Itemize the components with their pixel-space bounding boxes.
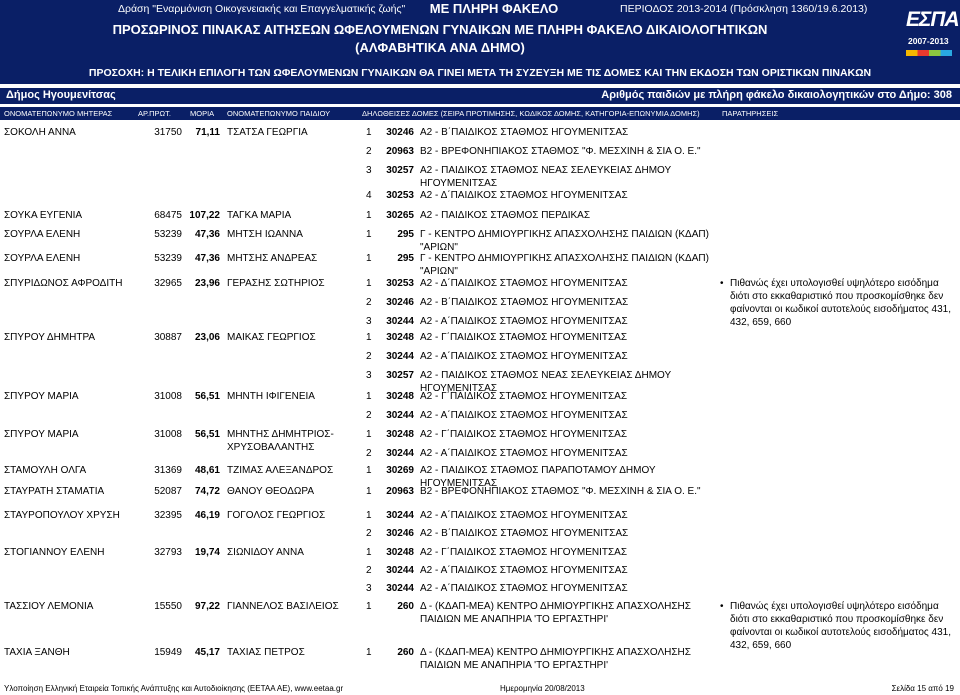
- mother-name: ΣΟΥΚΑ ΕΥΓΕΝΙΑ: [4, 210, 83, 221]
- structure-code: 30253: [386, 190, 414, 201]
- score: 47,36: [194, 229, 220, 240]
- espa-logo-years: 2007-2013: [908, 36, 949, 46]
- structure-name: Γ - ΚΕΝΤΡΟ ΔΗΜΙΟΥΡΓΙΚΗΣ ΑΠΑΣΧΟΛΗΣΗΣ ΠΑΙΔΙΩΝ (ΚΔΑΠ) "ΑΡΙΩΝ": [420, 229, 709, 253]
- remarks: [720, 600, 956, 652]
- child-name: ΤΑΓΚΑ ΜΑΡΙΑ: [227, 210, 292, 221]
- structure-name: Α2 - Δ΄ΠΑΙΔΙΚΟΣ ΣΤΑΘΜΟΣ ΗΓΟΥΜΕΝΙΤΣΑΣ: [420, 190, 628, 201]
- score: 71,11: [195, 127, 220, 138]
- structure-code: 30244: [386, 448, 414, 459]
- mother-name: ΣΟΚΟΛΗ ΑΝΝΑ: [4, 127, 76, 138]
- protocol-number: 53239: [154, 229, 182, 240]
- structure-name: Β2 - ΒΡΕΦΟΝΗΠΙΑΚΟΣ ΣΤΑΘΜΟΣ "Φ. ΜΕΣΧΙΝΗ & ΣΙΑ Ο. Ε.": [420, 486, 701, 497]
- score: 56,51: [194, 429, 220, 440]
- structure-code: 30248: [386, 547, 414, 558]
- child-name: ΤΑΧΙΑΣ ΠΕΤΡΟΣ: [227, 647, 305, 658]
- structure-code: 260: [397, 601, 414, 612]
- protocol-number: 30887: [154, 332, 182, 343]
- warning-notice: ΠΡΟΣΟΧΗ: Η ΤΕΛΙΚΗ ΕΠΙΛΟΓΗ ΤΩΝ ΩΦΕΛΟΥΜΕΝΩΝ ΓΥΝΑΙΚΩΝ ΘΑ ΓΙΝΕΙ ΜΕΤΑ ΤΗ ΣΥΖΕΥΞΗ ΜΕ ΤΙΣ ΔΟΜΕΣ ΚΑΙ ΤΗΝ ΕΚΔΟΣΗ ΤΩΝ ΟΡΙΣΤΙΚΩΝ ΠΙΝΑΚΩΝ: [88, 67, 872, 79]
- col-score: ΜΟΡΙΑ: [190, 109, 215, 118]
- structure-code: 30248: [386, 429, 414, 440]
- structure-name: Α2 - Β΄ΠΑΙΔΙΚΟΣ ΣΤΑΘΜΟΣ ΗΓΟΥΜΕΝΙΤΣΑΣ: [420, 528, 629, 539]
- preference-order: 3: [366, 583, 372, 594]
- preference-order: 1: [366, 465, 372, 476]
- protocol-number: 31750: [154, 127, 182, 138]
- mother-name: ΣΟΥΡΛΑ ΕΛΕΝΗ: [4, 229, 81, 240]
- bullet-icon: •: [720, 278, 724, 289]
- score: 23,06: [194, 332, 220, 343]
- structure-code: 295: [397, 253, 414, 264]
- column-header: [0, 107, 960, 120]
- protocol-number: 68475: [154, 210, 182, 221]
- municipality-name: Δήμος Ηγουμενίτσας: [6, 89, 116, 101]
- protocol-number: 31369: [154, 465, 182, 476]
- preference-order: 2: [366, 448, 372, 459]
- remarks: [720, 277, 956, 329]
- structure-name: Α2 - Α΄ΠΑΙΔΙΚΟΣ ΣΤΑΘΜΟΣ ΗΓΟΥΜΕΝΙΤΣΑΣ: [420, 510, 628, 521]
- structure-code: 30257: [386, 165, 414, 176]
- child-name: ΘΑΝΟΥ ΘΕΟΔΩΡΑ: [227, 486, 314, 497]
- child-name: ΜΗΤΣΗΣ ΑΝΔΡΕΑΣ: [227, 253, 318, 264]
- mother-name: ΣΟΥΡΛΑ ΕΛΕΝΗ: [4, 253, 81, 264]
- structure-name: Α2 - Α΄ΠΑΙΔΙΚΟΣ ΣΤΑΘΜΟΣ ΗΓΟΥΜΕΝΙΤΣΑΣ: [420, 565, 628, 576]
- structure-code: 30269: [386, 465, 414, 476]
- protocol-number: 15949: [154, 647, 182, 658]
- col-notes: ΠΑΡΑΤΗΡΗΣΕΙΣ: [722, 109, 779, 118]
- structure-name: Α2 - Α΄ΠΑΙΔΙΚΟΣ ΣΤΑΘΜΟΣ ΗΓΟΥΜΕΝΙΤΣΑΣ: [420, 316, 628, 327]
- structure-code: 30244: [386, 351, 414, 362]
- col-structures: ΔΗΛΩΘΕΙΣΕΣ ΔΟΜΕΣ (ΣΕΙΡΑ ΠΡΟΤΙΜΗΣΗΣ, ΚΩΔΙΚΟΣ ΔΟΜΗΣ, ΚΑΤΗΓΟΡΙΑ-ΕΠΩΝΥΜΙΑ ΔΟΜΗΣ): [362, 109, 700, 118]
- remarks-text: Πιθανώς έχει υπολογισθεί υψηλότερο εισόδημα διότι στο εκκαθαριστικό που προσκομίσθηκε δεν φαίνονται οι κωδικοί αυτοτελούς εισοδήματος 431, 432, 659, 660: [730, 278, 951, 328]
- footer-date: Ημερομηνία 20/08/2013: [500, 684, 585, 693]
- mother-name: ΤΑΣΣΙΟΥ ΛΕΜΟΝΙΑ: [4, 601, 94, 612]
- mother-name: ΣΤΑΥΡΟΠΟΥΛΟΥ ΧΡΥΣΗ: [4, 510, 120, 521]
- mother-name: ΤΑΧΙΑ ΞΑΝΘΗ: [4, 647, 70, 658]
- preference-order: 1: [366, 486, 372, 497]
- structure-name: Α2 - Γ΄ΠΑΙΔΙΚΟΣ ΣΤΑΘΜΟΣ ΗΓΟΥΜΕΝΙΤΣΑΣ: [420, 547, 628, 558]
- preference-order: 1: [366, 332, 372, 343]
- child-name: ΣΙΩΝΙΔΟΥ ΑΝΝΑ: [227, 547, 304, 558]
- preference-order: 4: [366, 190, 372, 201]
- structure-name: Α2 - Γ΄ΠΑΙΔΙΚΟΣ ΣΤΑΘΜΟΣ ΗΓΟΥΜΕΝΙΤΣΑΣ: [420, 429, 628, 440]
- structure-name: Α2 - ΠΑΙΔΙΚΟΣ ΣΤΑΘΜΟΣ ΝΕΑΣ ΣΕΛΕΥΚΕΙΑΣ ΔΗΜΟΥ ΗΓΟΥΜΕΝΙΤΣΑΣ: [420, 165, 671, 189]
- page-header: [0, 0, 960, 84]
- document-subtitle: (ΑΛΦΑΒΗΤΙΚΑ ΑΝΑ ΔΗΜΟ): [355, 40, 525, 55]
- preference-order: 2: [366, 297, 372, 308]
- child-name: ΜΗΤΣΗ ΙΩΑΝΝΑ: [227, 229, 303, 240]
- protocol-number: 15550: [154, 601, 182, 612]
- applications-table: [0, 126, 960, 681]
- preference-order: 2: [366, 528, 372, 539]
- protocol-number: 53239: [154, 253, 182, 264]
- score: 97,22: [194, 601, 220, 612]
- protocol-number: 32395: [154, 510, 182, 521]
- program-title: Δράση "Εναρμόνιση Οικογενειακής και Επαγγελματικής ζωής": [118, 3, 406, 15]
- structure-code: 30244: [386, 316, 414, 327]
- mother-name: ΣΠΥΡΟΥ ΜΑΡΙΑ: [4, 391, 79, 402]
- child-name: ΤΣΑΤΣΑ ΓΕΩΡΓΙΑ: [227, 127, 308, 138]
- col-mother: ΟΝΟΜΑΤΕΠΩΝΥΜΟ ΜΗΤΕΡΑΣ: [4, 109, 113, 118]
- protocol-number: 31008: [154, 429, 182, 440]
- structure-code: 30248: [386, 332, 414, 343]
- footer-page: Σελίδα 15 από 19: [891, 684, 954, 693]
- score: 45,17: [194, 647, 220, 658]
- score: 48,61: [194, 465, 220, 476]
- structure-code: 30257: [386, 370, 414, 381]
- score: 19,74: [194, 547, 220, 558]
- structure-code: 295: [397, 229, 414, 240]
- preference-order: 1: [366, 601, 372, 612]
- child-name: ΜΗΝΤΗΣ ΔΗΜΗΤΡΙΟΣ-ΧΡΥΣΟΒΑΛΑΝΤΗΣ: [227, 429, 334, 453]
- score: 56,51: [194, 391, 220, 402]
- child-name: ΓΟΓΟΛΟΣ ΓΕΩΡΓΙΟΣ: [227, 510, 326, 521]
- structure-name: Α2 - Γ΄ΠΑΙΔΙΚΟΣ ΣΤΑΘΜΟΣ ΗΓΟΥΜΕΝΙΤΣΑΣ: [420, 391, 628, 402]
- mother-name: ΣΤΑΜΟΥΛΗ ΟΛΓΑ: [4, 465, 87, 476]
- structure-name: Α2 - Α΄ΠΑΙΔΙΚΟΣ ΣΤΑΘΜΟΣ ΗΓΟΥΜΕΝΙΤΣΑΣ: [420, 351, 628, 362]
- child-name: ΓΙΑΝΝΕΛΟΣ ΒΑΣΙΛΕΙΟΣ: [227, 601, 339, 612]
- mother-name: ΣΤΟΓΙΑΝΝΟΥ ΕΛΕΝΗ: [4, 547, 105, 558]
- children-count: Αριθμός παιδιών με πλήρη φάκελο δικαιολογητικών στο Δήμο: 308: [601, 89, 952, 101]
- structure-code: 30246: [386, 127, 414, 138]
- preference-order: 2: [366, 351, 372, 362]
- file-status: ΜΕ ΠΛΗΡΗ ΦΑΚΕΛΟ: [429, 1, 559, 16]
- score: 46,19: [194, 510, 220, 521]
- preference-order: 1: [366, 391, 372, 402]
- score: 47,36: [194, 253, 220, 264]
- preference-order: 1: [366, 253, 372, 264]
- mother-name: ΣΠΥΡΟΥ ΜΑΡΙΑ: [4, 429, 79, 440]
- espa-logo: [902, 6, 959, 62]
- score: 107,22: [189, 210, 220, 221]
- child-name: ΤΖΙΜΑΣ ΑΛΕΞΑΝΔΡΟΣ: [227, 465, 334, 476]
- structure-name: Α2 - ΠΑΙΔΙΚΟΣ ΣΤΑΘΜΟΣ ΝΕΑΣ ΣΕΛΕΥΚΕΙΑΣ ΔΗΜΟΥ ΗΓΟΥΜΕΝΙΤΣΑΣ: [420, 370, 671, 394]
- preference-order: 1: [366, 210, 372, 221]
- espa-logo-stripe: [906, 50, 952, 56]
- footer-credit: Υλοποίηση Ελληνική Εταιρεία Τοπικής Ανάπτυξης και Αυτοδιοίκησης (ΕΕΤΑΑ ΑΕ), www.eetaa.gr: [4, 684, 344, 693]
- protocol-number: 52087: [154, 486, 182, 497]
- structure-name: Α2 - Α΄ΠΑΙΔΙΚΟΣ ΣΤΑΘΜΟΣ ΗΓΟΥΜΕΝΙΤΣΑΣ: [420, 410, 628, 421]
- preference-order: 3: [366, 165, 372, 176]
- remarks-text: Πιθανώς έχει υπολογισθεί υψηλότερο εισόδημα διότι στο εκκαθαριστικό που προσκομίσθηκε δεν φαίνονται οι κωδικοί αυτοτελούς εισοδήματος 431, 432, 659, 660: [730, 601, 951, 651]
- preference-order: 3: [366, 316, 372, 327]
- mother-name: ΣΤΑΥΡΑΤΗ ΣΤΑΜΑΤΙΑ: [4, 486, 105, 497]
- preference-order: 1: [366, 510, 372, 521]
- structure-name: Α2 - Β΄ΠΑΙΔΙΚΟΣ ΣΤΑΘΜΟΣ ΗΓΟΥΜΕΝΙΤΣΑΣ: [420, 127, 629, 138]
- structure-name: Δ - (ΚΔΑΠ-ΜΕΑ) ΚΕΝΤΡΟ ΔΗΜΙΟΥΡΓΙΚΗΣ ΑΠΑΣΧΟΛΗΣΗΣ ΠΑΙΔΙΩΝ ΜΕ ΑΝΑΠΗΡΙΑ 'ΤΟ ΕΡΓΑΣΤΗΡΙ': [420, 647, 691, 671]
- structure-code: 30244: [386, 410, 414, 421]
- structure-code: 30244: [386, 583, 414, 594]
- child-name: ΜΗΝΤΗ ΙΦΙΓΕΝΕΙΑ: [227, 391, 315, 402]
- preference-order: 2: [366, 565, 372, 576]
- structure-code: 20963: [386, 486, 414, 497]
- structure-name: Γ - ΚΕΝΤΡΟ ΔΗΜΙΟΥΡΓΙΚΗΣ ΑΠΑΣΧΟΛΗΣΗΣ ΠΑΙΔΙΩΝ (ΚΔΑΠ) "ΑΡΙΩΝ": [420, 253, 709, 277]
- protocol-number: 32965: [154, 278, 182, 289]
- child-name: ΜΑΙΚΑΣ ΓΕΩΡΓΙΟΣ: [227, 332, 316, 343]
- espa-logo-text: ΕΣΠΑ: [906, 8, 959, 31]
- page-footer: [0, 682, 960, 695]
- structure-code: 260: [397, 647, 414, 658]
- col-child: ΟΝΟΜΑΤΕΠΩΝΥΜΟ ΠΑΙΔΙΟΥ: [227, 109, 331, 118]
- structure-code: 30248: [386, 391, 414, 402]
- document-title: ΠΡΟΣΩΡΙΝΟΣ ΠΙΝΑΚΑΣ ΑΙΤΗΣΕΩΝ ΩΦΕΛΟΥΜΕΝΩΝ ΓΥΝΑΙΚΩΝ ΜΕ ΠΛΗΡΗ ΦΑΚΕΛΟ ΔΙΚΑΙΟΛΟΓΗΤΙΚΩΝ: [112, 22, 768, 37]
- structure-name: Α2 - Α΄ΠΑΙΔΙΚΟΣ ΣΤΑΘΜΟΣ ΗΓΟΥΜΕΝΙΤΣΑΣ: [420, 583, 628, 594]
- structure-name: Α2 - ΠΑΙΔΙΚΟΣ ΣΤΑΘΜΟΣ ΠΑΡΑΠΟΤΑΜΟΥ ΔΗΜΟΥ ΗΓΟΥΜΕΝΙΤΣΑΣ: [420, 465, 656, 489]
- structure-code: 30253: [386, 278, 414, 289]
- mother-name: ΣΠΥΡΙΔΩΝΟΣ ΑΦΡΟΔΙΤΗ: [4, 278, 123, 289]
- structure-code: 30265: [386, 210, 414, 221]
- preference-order: 3: [366, 370, 372, 381]
- structure-name: Δ - (ΚΔΑΠ-ΜΕΑ) ΚΕΝΤΡΟ ΔΗΜΙΟΥΡΓΙΚΗΣ ΑΠΑΣΧΟΛΗΣΗΣ ΠΑΙΔΙΩΝ ΜΕ ΑΝΑΠΗΡΙΑ 'ΤΟ ΕΡΓΑΣΤΗΡΙ': [420, 601, 691, 625]
- structure-code: 20963: [386, 146, 414, 157]
- col-prot: ΑΡ.ΠΡΩΤ.: [138, 109, 171, 118]
- structure-name: Β2 - ΒΡΕΦΟΝΗΠΙΑΚΟΣ ΣΤΑΘΜΟΣ "Φ. ΜΕΣΧΙΝΗ & ΣΙΑ Ο. Ε.": [420, 146, 701, 157]
- preference-order: 1: [366, 429, 372, 440]
- structure-code: 30246: [386, 528, 414, 539]
- score: 74,72: [194, 486, 220, 497]
- preference-order: 2: [366, 146, 372, 157]
- preference-order: 1: [366, 229, 372, 240]
- structure-code: 30244: [386, 565, 414, 576]
- bullet-icon: •: [720, 601, 724, 612]
- period-info: ΠΕΡΙΟΔΟΣ 2013-2014 (Πρόσκληση 1360/19.6.2013): [620, 3, 868, 15]
- protocol-number: 31008: [154, 391, 182, 402]
- structure-name: Α2 - Α΄ΠΑΙΔΙΚΟΣ ΣΤΑΘΜΟΣ ΗΓΟΥΜΕΝΙΤΣΑΣ: [420, 448, 628, 459]
- score: 23,96: [194, 278, 220, 289]
- child-name: ΓΕΡΑΣΗΣ ΣΩΤΗΡΙΟΣ: [227, 278, 325, 289]
- preference-order: 1: [366, 647, 372, 658]
- structure-code: 30246: [386, 297, 414, 308]
- structure-code: 30244: [386, 510, 414, 521]
- protocol-number: 32793: [154, 547, 182, 558]
- preference-order: 1: [366, 127, 372, 138]
- structure-name: Α2 - Γ΄ΠΑΙΔΙΚΟΣ ΣΤΑΘΜΟΣ ΗΓΟΥΜΕΝΙΤΣΑΣ: [420, 332, 628, 343]
- municipality-bar: [0, 88, 960, 104]
- structure-name: Α2 - Β΄ΠΑΙΔΙΚΟΣ ΣΤΑΘΜΟΣ ΗΓΟΥΜΕΝΙΤΣΑΣ: [420, 297, 629, 308]
- structure-name: Α2 - ΠΑΙΔΙΚΟΣ ΣΤΑΘΜΟΣ ΠΕΡΔΙΚΑΣ: [420, 210, 590, 221]
- preference-order: 1: [366, 278, 372, 289]
- preference-order: 1: [366, 547, 372, 558]
- preference-order: 2: [366, 410, 372, 421]
- structure-name: Α2 - Δ΄ΠΑΙΔΙΚΟΣ ΣΤΑΘΜΟΣ ΗΓΟΥΜΕΝΙΤΣΑΣ: [420, 278, 628, 289]
- mother-name: ΣΠΥΡΟΥ ΔΗΜΗΤΡΑ: [4, 332, 96, 343]
